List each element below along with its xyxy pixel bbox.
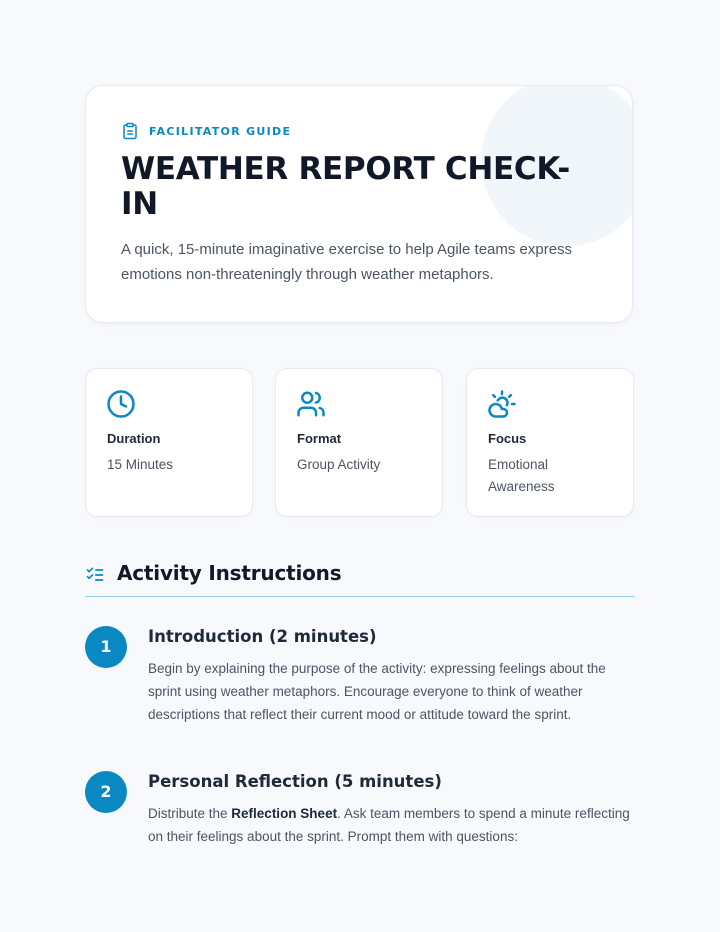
step-title: Introduction (2 minutes) <box>148 627 377 646</box>
clock-icon <box>106 389 136 419</box>
partly-sunny-icon <box>487 389 517 419</box>
step-number-badge: 2 <box>85 771 127 813</box>
info-card-value: Group Activity <box>297 457 381 472</box>
clipboard-icon <box>121 122 139 140</box>
eyebrow-label: FACILITATOR GUIDE <box>149 124 292 138</box>
header-card <box>85 85 633 323</box>
info-card-format <box>275 368 443 517</box>
step-number-badge: 1 <box>85 626 127 668</box>
info-card-duration <box>85 368 253 517</box>
reflection-sheet-emphasis: Reflection Sheet <box>231 806 338 821</box>
step-text: . Ask team members to spend a minute reflecting on their feelings about the sprint. Prompt them with questions: <box>148 806 630 844</box>
section-title: Activity Instructions <box>117 561 342 585</box>
step-description <box>148 802 633 848</box>
users-icon <box>296 389 326 419</box>
info-card-label: Format <box>297 431 342 446</box>
eyebrow <box>121 122 291 140</box>
checklist-icon <box>85 565 105 585</box>
page-description: A quick, 15-minute imaginative exercise to help Agile teams express emotions non-threateningly through weather metaphors. <box>121 241 573 283</box>
info-card-value: Emotional Awareness <box>488 457 555 494</box>
page-title: WEATHER REPORT CHECK-IN <box>121 151 570 222</box>
step-text: Distribute the <box>148 806 232 821</box>
info-card-label: Duration <box>107 431 161 446</box>
info-card-focus <box>466 368 634 517</box>
step-description: Begin by explaining the purpose of the activity: expressing feelings about the sprint using weather metaphors. Encourage everyone to think of weather descriptions that reflect their current mood or attitude toward the sprint. <box>148 661 606 722</box>
step-title: Personal Reflection (5 minutes) <box>148 772 442 791</box>
info-card-label: Focus <box>488 431 527 446</box>
info-card-value: 15 Minutes <box>107 457 174 472</box>
section-header <box>85 558 635 597</box>
